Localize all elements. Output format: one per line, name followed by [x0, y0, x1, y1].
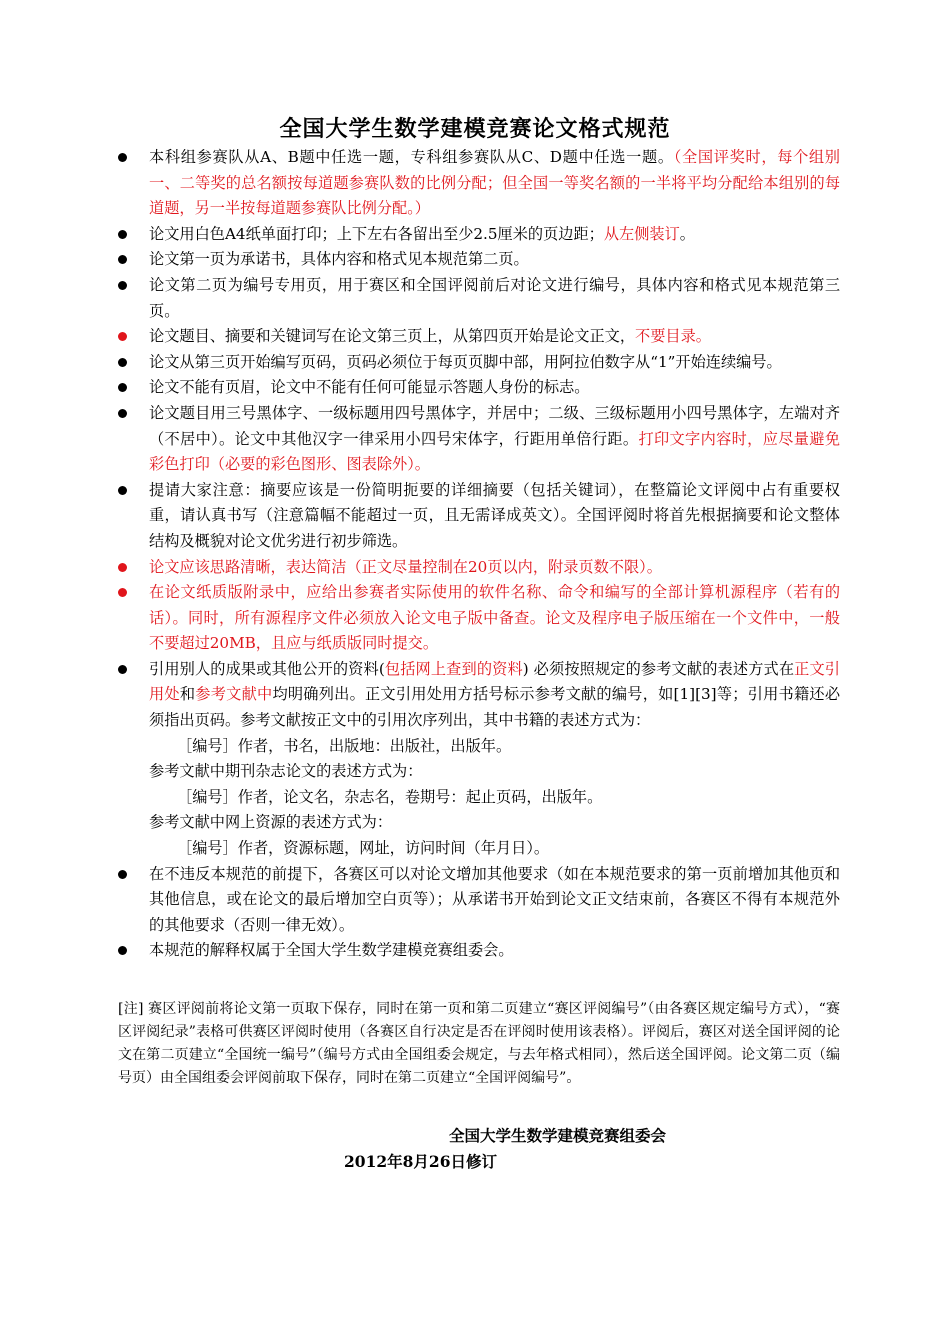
rule-item — [118, 401, 840, 478]
rule-text-highlight: 在论文纸质版附录中，应给出参赛者实际使用的软件名称、命令和编写的全部计算机源程序（若有的话）。同时，所有源程序文件必须放入论文电子版中备查。论文及程序电子版压缩在一个文件中，一般不要超过20MB，且应与纸质版同时提交。 — [149, 583, 840, 653]
bullet-icon — [118, 588, 127, 597]
rule-text-segment: 。 — [679, 224, 695, 243]
rule-item — [118, 324, 840, 350]
rule-text-segment: 论文题目用三号黑体字、一级标题用四号黑体字，并居中；二级、三级标题用小四号黑体字，左端对齐（不居中）。论文中其他汉字一律采用小四号宋体字，行距用单倍行距。 — [149, 403, 840, 448]
bullet-icon — [118, 230, 127, 239]
rule-item — [118, 938, 840, 964]
bullet-icon — [118, 332, 127, 341]
rule-text-segment: 提请大家注意：摘要应该是一份简明扼要的详细摘要（包括关键词），在整篇论文评阅中占有重要权重，请认真书写（注意篇幅不能超过一页，且无需译成英文）。全国评阅时将首先根据摘要和论文整体结构及概貌对论文优劣进行初步筛选。 — [149, 480, 840, 550]
rule-text-segment: 论文第二页为编号专用页，用于赛区和全国评阅前后对论文进行编号，具体内容和格式见本规范第三页。 — [149, 275, 840, 320]
bullet-icon — [118, 281, 127, 290]
bullet-icon — [118, 358, 127, 367]
rule-item — [118, 273, 840, 324]
rule-text-segment: 本科组参赛队从A、B题中任选一题，专科组参赛队从C、D题中任选一题。 — [149, 148, 674, 166]
rule-text-highlight: 不要目录。 — [635, 327, 711, 346]
bullet-icon — [118, 870, 127, 879]
reference-format-line: 参考文献中网上资源的表述方式为： — [149, 813, 392, 832]
rule-text — [149, 580, 840, 657]
rule-text-segment: 和 — [179, 685, 196, 704]
rule-text — [149, 657, 840, 734]
reference-format-line: ［编号］作者，论文名，杂志名，卷期号：起止页码，出版年。 — [177, 787, 603, 806]
rule-text-highlight: 包括网上查到的资料 — [384, 659, 523, 678]
rule-text-segment: 论文从第三页开始编写页码，页码必须位于每页页脚中部，用阿拉伯数字从“1”开始连续编号。 — [149, 352, 782, 371]
rule-text-highlight: 论文应该思路清晰，表达简洁（正文尽量控制在20页以内，附录页数不限）。 — [149, 557, 662, 576]
bullet-icon — [118, 563, 127, 572]
rule-item — [118, 375, 840, 401]
rule-text — [149, 350, 840, 376]
rule-item — [118, 145, 840, 222]
rule-text-segment: 均明确列出。正文引用处用方括号标示参考文献的编号，如[1][3]等；引用书籍还必须指出页码。参考文献按正文中的引用次序列出，其中书籍的表述方式为： — [149, 685, 841, 730]
rule-text-segment: 本规范的解释权属于全国大学生数学建模竞赛组委会。 — [149, 941, 514, 960]
rule-item — [118, 222, 840, 248]
rule-text — [149, 478, 840, 555]
rules-list — [118, 145, 840, 964]
bullet-icon — [118, 409, 127, 418]
reference-format-line: ［编号］作者，资源标题，网址，访问时间（年月日）。 — [177, 839, 550, 858]
rule-text-segment: 论文不能有页眉，论文中不能有任何可能显示答题人身份的标志。 — [149, 378, 590, 397]
rule-item — [118, 862, 840, 939]
rule-item — [118, 580, 840, 657]
rule-text-highlight: 从左侧装订 — [603, 224, 680, 243]
bullet-icon — [118, 665, 127, 674]
rule-text — [149, 324, 840, 350]
signature-organization: 全国大学生数学建模竞赛组委会 — [449, 1127, 667, 1145]
rule-text — [149, 247, 840, 273]
rule-item — [118, 555, 840, 581]
rule-item — [118, 478, 840, 555]
rule-text — [149, 375, 840, 401]
rule-text — [149, 862, 840, 939]
footnote: [注] 赛区评阅前将论文第一页取下保存，同时在第一页和第二页建立“赛区评阅编号”（由各赛区规定编号方式），“赛区评阅纪录”表格可供赛区评阅时使用（各赛区自行决定是否在评阅时使用该表格）。评阅后，赛区对送全国评阅的论文在第二页建立“全国统一编号”（编号方式由全国组委会规定，与去年格式相同），然后送全国评阅。论文第二页（编号页）由全国组委会评阅前取下保存，同时在第二页建立“全国评阅编号”。 — [118, 1001, 840, 1086]
rule-item — [118, 657, 840, 862]
reference-format-line: 参考文献中期刊杂志论文的表述方式为： — [149, 762, 423, 781]
rule-text — [149, 401, 840, 478]
rule-text-segment: 引用别人的成果或其他公开的资料( — [149, 659, 385, 678]
rule-text-segment: 论文第一页为承诺书，具体内容和格式见本规范第二页。 — [149, 250, 529, 269]
rule-text-highlight: 打印文字内容时，应尽量避免彩色打印（必要的彩色图形、图表除外）。 — [149, 429, 841, 474]
bullet-icon — [118, 153, 127, 162]
rule-item — [118, 350, 840, 376]
rule-text-highlight: 参考文献中 — [195, 685, 273, 704]
bullet-icon — [118, 255, 127, 264]
bullet-icon — [118, 383, 127, 392]
rule-text-segment: 论文题目、摘要和关键词写在论文第三页上，从第四页开始是论文正文， — [149, 327, 635, 346]
rule-text — [149, 555, 840, 581]
rule-text-segment: ) 必须按照规定的参考文献的表述方式在 — [522, 659, 795, 678]
rule-text-segment: 在不违反本规范的前提下，各赛区可以对论文增加其他要求（如在本规范要求的第一页前增加其他页和其他信息，或在论文的最后增加空白页等）；从承诺书开始到论文正文结束前，各赛区不得有本规范外的其他要求（否则一律无效）。 — [149, 864, 840, 934]
bullet-icon — [118, 946, 127, 955]
rule-text-highlight: 正文引用处 — [149, 659, 840, 704]
rule-text-segment: 论文用白色A4纸单面打印；上下左右各留出至少2.5厘米的页边距； — [149, 224, 604, 243]
rule-item — [118, 247, 840, 273]
signature-date: 2012年8月26日修订 — [344, 1152, 497, 1171]
rule-text — [149, 222, 840, 248]
rule-text — [149, 273, 840, 324]
page-title: 全国大学生数学建模竞赛论文格式规范 — [279, 117, 671, 142]
rule-text-highlight: （全国评奖时，每个组别一、二等奖的总名额按每道题参赛队数的比例分配；但全国一等奖名额的一半将平均分配给本组别的每道题，另一半按每道题参赛队比例分配。） — [149, 148, 840, 218]
rule-text — [149, 145, 840, 222]
bullet-icon — [118, 486, 127, 495]
reference-format-line: ［编号］作者，书名，出版地：出版社，出版年。 — [177, 736, 512, 755]
rule-text — [149, 938, 840, 964]
